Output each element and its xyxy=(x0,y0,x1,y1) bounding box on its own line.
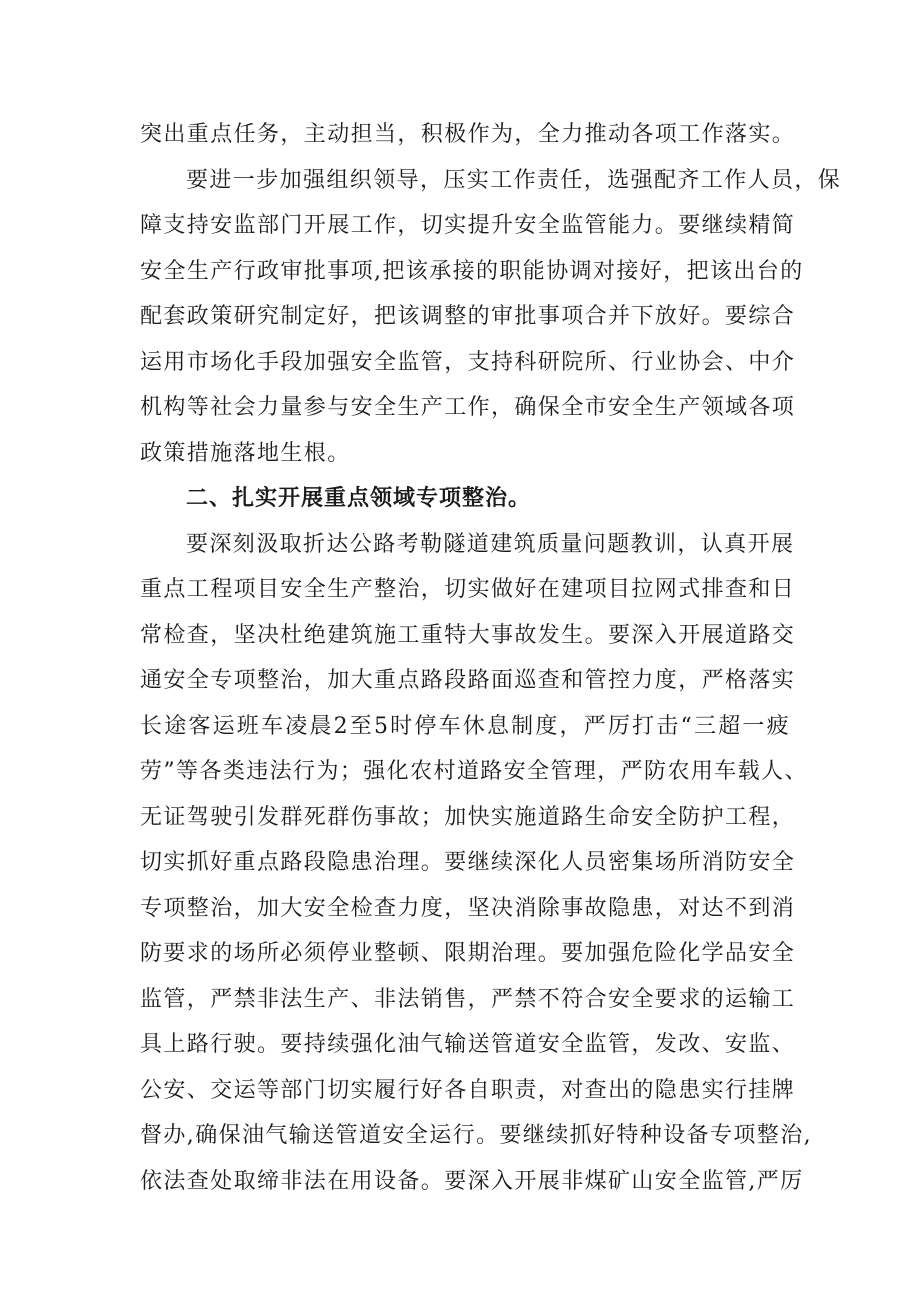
paragraph-line: 突出重点任务，主动担当，积极作为，全力推动各项工作落实。 xyxy=(140,122,796,147)
paragraph-line: 安全生产行政审批事项,把该承接的职能协调对接好，把该出台的 xyxy=(140,258,804,284)
paragraph-line: 要进一步加强组织领导，压实工作责任，选强配齐工作人员，保 xyxy=(186,167,842,193)
paragraph-line: 配套政策研究制定好，把该调整的审批事项合并下放好。要综合 xyxy=(140,304,796,329)
paragraph-line: 具上路行驶。要持续强化油气输送管道安全监管，发改、安监、 xyxy=(140,1032,796,1057)
paragraph-line: 运用市场化手段加强安全监管，支持科研院所、行业协会、中介 xyxy=(140,349,796,375)
paragraph-line: 督办,确保油气输送管道安全运行。要继续抓好特种设备专项整治, xyxy=(140,1123,812,1148)
paragraph-line: 专项整治，加大安全检查力度，坚决消除事故隐患，对达不到消 xyxy=(140,895,796,921)
paragraph-line: 长途客运班车凌晨2至5时停车休息制度，严厉打击“三超一疲 xyxy=(140,713,790,739)
document-body xyxy=(140,112,842,1204)
paragraph-line: 防要求的场所必须停业整顿、限期治理。要加强危险化学品安全 xyxy=(140,941,796,966)
paragraph-line: 机构等社会力量参与安全生产工作，确保全市安全生产领域各项 xyxy=(140,395,796,420)
paragraph-line: 通安全专项整治，加大重点路段路面巡查和管控力度，严格落实 xyxy=(140,668,796,693)
paragraph-line: 无证驾驶引发群死群伤事故；加快实施道路生命安全防护工程， xyxy=(140,804,796,830)
paragraph-line: 依法查处取缔非法在用设备。要深入开展非煤矿山安全监管,严厉 xyxy=(140,1168,804,1194)
paragraph-line: 障支持安监部门开展工作，切实提升安全监管能力。要继续精简 xyxy=(140,213,796,238)
paragraph-line: 监管，严禁非法生产、非法销售，严禁不符合安全要求的运输工 xyxy=(140,986,796,1012)
paragraph-line: 常检查，坚决杜绝建筑施工重特大事故发生。要深入开展道路交 xyxy=(140,622,796,648)
section-heading: 二、扎实开展重点领域专项整治。 xyxy=(186,486,532,511)
paragraph-line: 重点工程项目安全生产整治，切实做好在建项目拉网式排查和日 xyxy=(140,577,796,602)
paragraph-line: 要深刻汲取折达公路考勒隧道建筑质量问题教训，认真开展 xyxy=(186,531,795,557)
paragraph-line: 政策措施落地生根。 xyxy=(140,440,351,466)
paragraph-line: 劳”等各类违法行为；强化农村道路安全管理，严防农用车载人、 xyxy=(140,759,808,784)
paragraph-line: 公安、交运等部门切实履行好各自职责，对查出的隐患实行挂牌 xyxy=(140,1077,796,1103)
paragraph-line: 切实抓好重点路段隐患治理。要继续深化人员密集场所消防安全 xyxy=(140,850,796,875)
